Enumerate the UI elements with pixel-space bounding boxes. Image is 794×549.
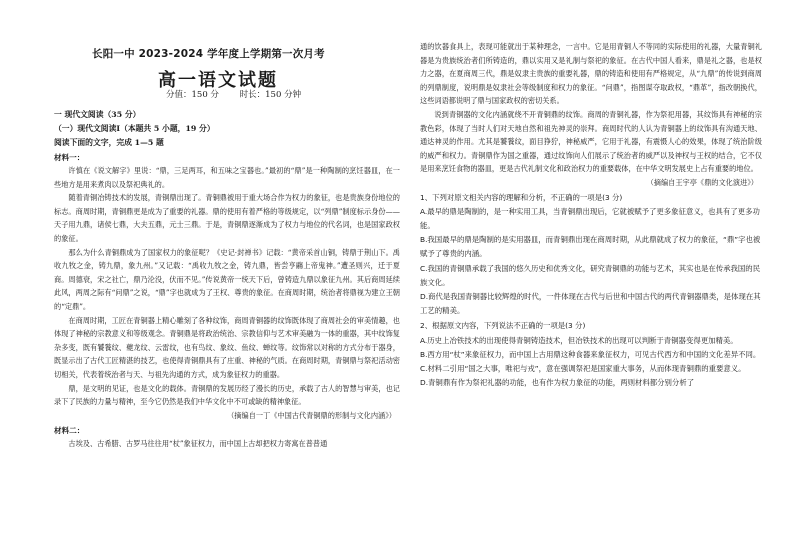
- score-info: 分值：150 分: [166, 90, 219, 100]
- paragraph: 通的饮器食具上，表现可能就出于某种理念，一言中。它是用青铜人不等同的实际使用的礼器，大量青铜礼器是为贵族统治者们所铸造的，鼎以实用又是礼制与祭祀的象征。在古代中国人看来，鼎是礼之器，也是权力之器，在夏商周三代，鼎是奴隶主贵族的重要礼器，鼎的铸造和使用有严格规定，从“九鼎”的传说到商周的列鼎制度，说明鼎是奴隶社会等级制度和权力的象征。“问鼎”，指图谋夺取政权，“鼎革”，指改朝换代，这些词语都说明了鼎与国家政权的密切关系。: [420, 42, 762, 106]
- material-one-label: 材料一：: [54, 153, 85, 162]
- paragraph: 在商周时期，工匠在青铜器上精心雕刻了各种纹饰，商周青铜器的纹饰既体现了商周社会的审美情趣，也体现了神秘的宗教意义和等级观念。青铜鼎是将政治统治、宗教信仰与艺术审美融为一体的重器，其中纹饰复杂多变，既有饕餮纹、夔龙纹、云雷纹，也有鸟纹、象纹、鱼纹、蝉纹等。纹饰常以对称的方式分布于器身，既显示出了古代工匠精湛的技艺，也使得青铜鼎具有了庄重、神秘的气质。在商周时期，青铜鼎与祭祀活动密切相关，代表着统治者与天、与祖先沟通的方式，成为象征权力的重器。: [54, 315, 400, 379]
- paragraph: 鼎，是文明的见证，也是文化的载体。青铜鼎的发展历经了漫长的历史，承载了古人的智慧与审美，也记录下了民族的力量与精神，至今它仍然是我们中华文化中不可或缺的精神象征。: [54, 383, 400, 407]
- section-heading: 一 现代文阅读（35 分）: [54, 110, 141, 119]
- paragraph: 说到青铜器的文化内涵就绕不开青铜鼎的纹饰。商周的青铜礼器，作为祭祀用器，其纹饰具有神秘的宗教色彩，体现了当时人们对天地自然和祖先神灵的崇拜。商周时代的人认为青铜器上的纹饰具有沟通天地、通达神灵的作用。尤其是饕餮纹，面目狰狞，神秘威严，它用于礼器，有震慑人心的效果，体现了统治阶级的威严和权力。青铜鼎作为国之重器，通过纹饰向人们展示了统治者的威严以及神权与王权的结合，它不仅是用来烹饪食物的器皿，更是古代礼制文化和政治权力的重要载体，在中华文明发展史上占有重要的地位。: [420, 109, 762, 174]
- subsection-heading: （一）现代文阅读Ⅰ（本题共 5 小题，19 分）: [54, 124, 215, 133]
- paragraph: 许慎在《说文解字》里说：“鼎，三足两耳，和五味之宝器也。”最初的“鼎”是一种陶制的烹饪器皿，在一些地方是用来煮肉以及祭祀典礼的。: [54, 166, 400, 189]
- paper-title: 高一语文试题: [158, 70, 278, 91]
- paragraph: 随着青铜冶铸技术的发展，青铜鼎出现了。青铜鼎被用于重大场合作为权力的象征，也是贵族身份地位的标志。商周时期，青铜鼎更是成为了重要的礼器。鼎的使用有着严格的等级规定，以“列鼎”制度标示身份——天子用九鼎，诸侯七鼎，大夫五鼎，元士三鼎。于是，青铜鼎逐渐成为了权力与地位的代名词，也是国家政权的象征。: [54, 193, 400, 243]
- answer-option: B.西方用“杖”来象征权力，而中国上古用鼎这种食器来象征权力，可见古代西方和中国的文化差异不同。: [420, 349, 761, 359]
- answer-option: A.历史上冶铁技术的出现使得青铜铸造技术，但冶铁技术的出现可以判断于青铜器变得更加精美。: [420, 335, 738, 345]
- source-citation: （摘编自一丁《中国古代青铜鼎的形制与文化内涵》）: [227, 410, 396, 420]
- time-info: 时长：150 分钟: [239, 90, 302, 100]
- paragraph: 那么为什么青铜鼎成为了国家权力的象征呢？《史记·封禅书》记载：“黄帝采首山铜，铸鼎于荆山下。禹收九牧之金，铸九鼎，象九州。”又记载：“禹收九牧之金，铸九鼎，皆尝亨鬺上帝鬼神。”遭圣则兴，迁于夏商。周德衰，宋之社亡，鼎乃沦没，伏而不见。”传说黄帝一统天下后，曾铸造九鼎以象征九州。其后商周延续此风，两周之际有“问鼎”之说，“鼎”字也就成为了王权、尊贵的象征。在商周时期，统治者将鼎视为建立王朝的“定鼎”。: [54, 247, 400, 311]
- answer-option: B.我国最早的鼎是陶制的是实用器皿，而青铜鼎出现在商周时期，从此鼎就成了权力的象征，“鼎”字也被赋予了尊贵的内涵。: [420, 235, 761, 259]
- answer-option: A.最早的鼎是陶制的，是一种实用工具，当青铜鼎出现后，它就被赋予了更多象征意义，也具有了更多功能。: [420, 206, 760, 230]
- right-column: [420, 40, 762, 390]
- left-column: [54, 109, 400, 451]
- answer-option: D.商代是我国青铜器比较辉煌的时代，一件体现在古代与后世和中国古代的两代青铜器鼎类，是体现在其工艺的精美。: [420, 291, 761, 316]
- school-exam-title: 长阳一中 2023-2024 学年度上学期第一次月考: [92, 48, 325, 60]
- material-two-label: 材料二：: [54, 426, 85, 436]
- answer-option: D.青铜鼎有作为祭祀礼器的功能，也有作为权力象征的功能，两则材料都分别分析了: [420, 378, 695, 388]
- answer-option: C.材料二引用“国之大事，唯祀与戎”，意在强调祭祀是国家重大事务，从而体现青铜鼎的重要意义。: [420, 363, 746, 373]
- question-stem: 1、下列对原文相关内容的理解和分析，不正确的一项是(3 分): [420, 192, 623, 202]
- answer-option: C.我国的青铜鼎承载了我国的悠久历史和优秀文化，研究青铜鼎的功能与艺术，其实也是在传承我国的民族文化。: [420, 263, 761, 287]
- exam-meta: [166, 88, 319, 100]
- reading-instruction: 阅读下面的文字，完成 1—5 题: [54, 138, 164, 147]
- paragraph: 古埃及、古希腊、古罗马往往用“杖”象征权力，而中国上古却把权力寄寓在普普通: [68, 439, 328, 449]
- question-stem: 2、根据原文内容，下列说法不正确的一项是(3 分): [420, 321, 586, 331]
- source-citation: （摘编自王宇亭《鼎的文化演进》）: [646, 177, 758, 187]
